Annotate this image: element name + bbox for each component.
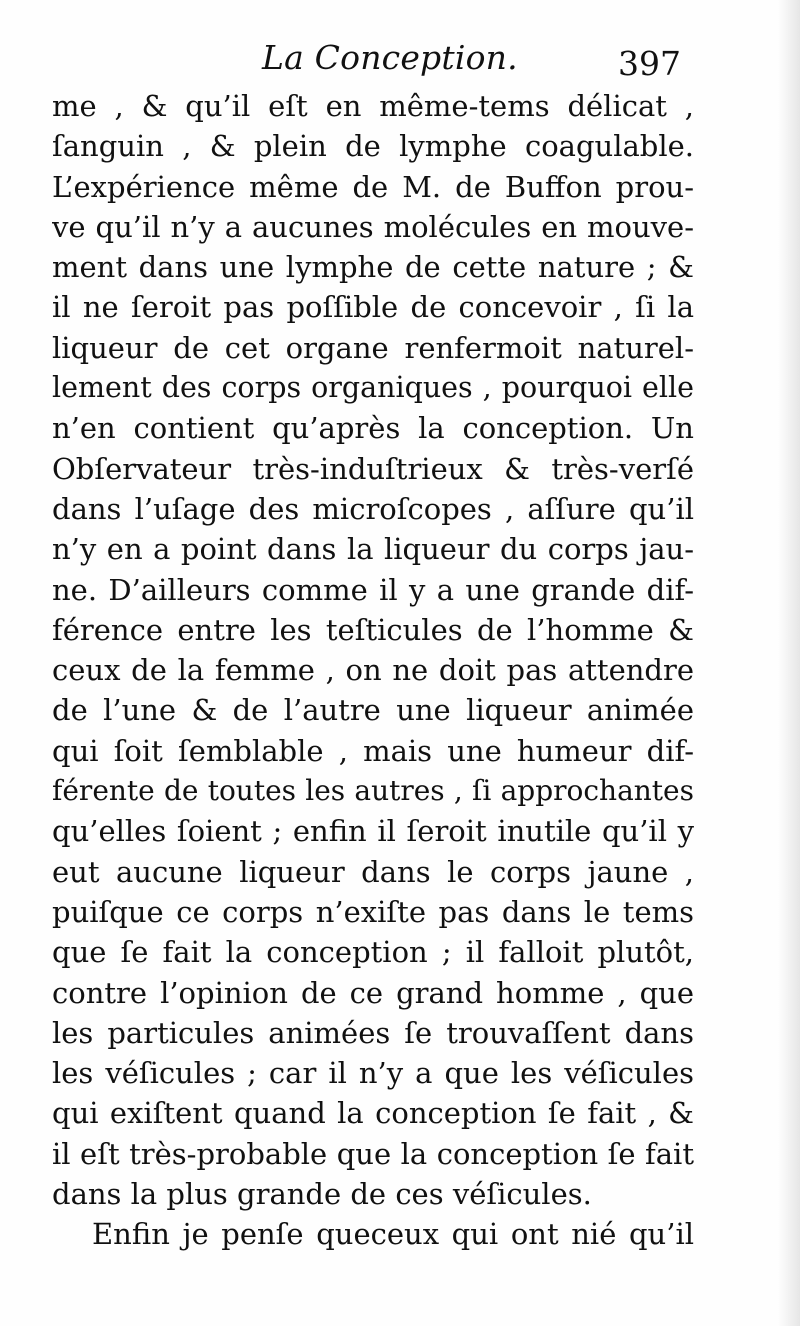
running-title: La Conception. [262, 38, 518, 77]
text-line: dans l’uſage des microſcopes , aſſure qu’il [52, 491, 694, 526]
text-line: liqueur de cet organe renfermoit naturel- [52, 330, 694, 365]
page-edge-shadow [778, 0, 800, 1326]
text-line: ne. D’ailleurs comme il y a une grande dif- [52, 572, 694, 607]
text-line: il eſt très-probable que la conception ſe fait [52, 1136, 694, 1171]
text-line: férente de toutes les autres , ſi approchantes [52, 774, 694, 808]
text-line: qu’elles ſoient ; enfin il ſeroit inutile qu’il y [52, 814, 694, 849]
text-line: de l’une & de l’autre une liqueur animée [52, 693, 694, 728]
text-line: Enfin je penſe queceux qui ont nié qu’il [92, 1217, 694, 1252]
body-text [52, 86, 694, 1255]
page-number: 397 [618, 44, 681, 83]
text-line: n’en contient qu’après la conception. Un [52, 411, 694, 446]
text-line: les véſicules ; car il n’y a que les véſicules [52, 1056, 694, 1091]
text-line: L’expérience même de M. de Buffon prou- [52, 169, 694, 204]
text-line: ment dans une lymphe de cette nature ; & [52, 250, 694, 285]
text-line: qui ſoit ſemblable , mais une humeur dif- [52, 733, 694, 768]
text-line: n’y en a point dans la liqueur du corps jau- [52, 532, 694, 567]
text-line: ſanguin , & plein de lymphe coagulable. [52, 129, 694, 164]
text-line: il ne ſeroit pas poſſible de concevoir , ſi la [52, 290, 694, 325]
text-line: puiſque ce corps n’exiſte pas dans le tems [52, 894, 694, 929]
text-line: me , & qu’il eſt en même-tems délicat , [52, 89, 694, 123]
text-line: ceux de la femme , on ne doit pas attendre [52, 653, 694, 688]
text-line: contre l’opinion de ce grand homme , que [52, 975, 694, 1010]
text-line: dans la plus grande de ces véſicules. [52, 1177, 592, 1212]
page-header [0, 38, 800, 88]
text-line: qui exiſtent quand la conception ſe fait , & [52, 1096, 694, 1131]
text-line: les particules animées ſe trouvaſſent dans [52, 1015, 694, 1050]
text-line: eut aucune liqueur dans le corps jaune , [52, 854, 694, 889]
text-line: lement des corps organiques , pourquoi elle [52, 371, 694, 405]
text-line: ve qu’il n’y a aucunes molécules en mouve- [52, 209, 694, 244]
text-line: Obſervateur très-induſtrieux & très-verſé [52, 451, 694, 486]
text-line: que ſe fait la conception ; il falloit plutôt, [52, 935, 694, 970]
text-line: férence entre les teſticules de l’homme & [52, 612, 694, 647]
